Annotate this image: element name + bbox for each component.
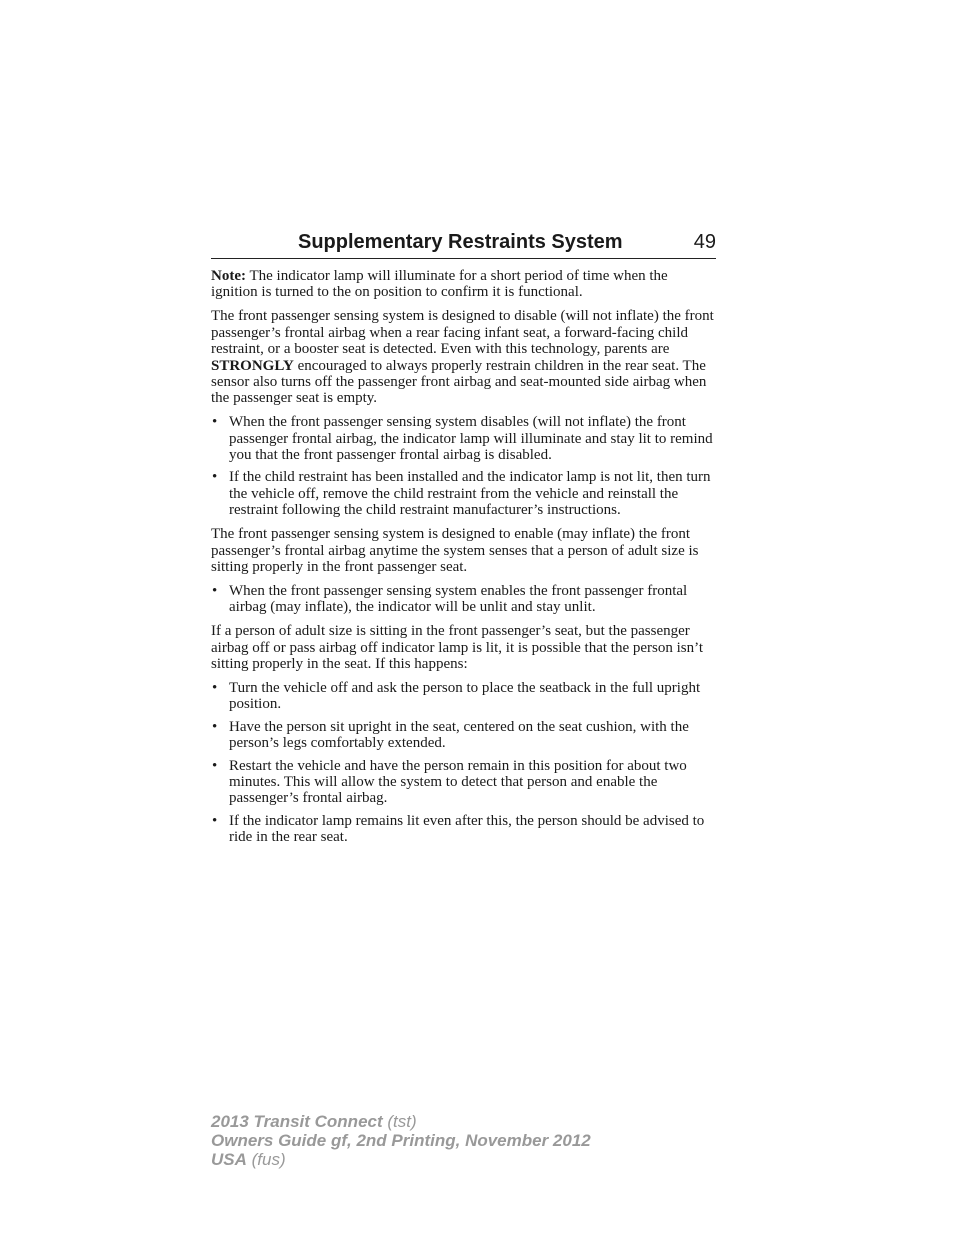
footer-line-model (211, 1112, 811, 1131)
footer-line-guide (211, 1131, 811, 1150)
list-item-text: When the front passenger sensing system disables (will not inflate) the front passenger frontal airbag, the indicator lamp will illuminate and stay lit to remind you that the front passenger frontal airbag is disabled. (229, 414, 713, 464)
footer-guide: Owners Guide gf, 2nd Printing, November 2012 (211, 1131, 591, 1150)
footer-line-market (211, 1150, 811, 1169)
section-title: Supplementary Restraints System (298, 231, 623, 253)
bullet-glyph: • (212, 757, 218, 774)
list-item-text: Have the person sit upright in the seat, centered on the seat cushion, with the person’s legs comfortably extended. (229, 718, 689, 752)
bullet-glyph: • (212, 414, 218, 431)
list-item-text: If the indicator lamp remains lit even after this, the person should be advised to ride in the rear seat. (229, 812, 705, 846)
list-item (211, 719, 716, 752)
list-item (211, 813, 716, 846)
bullet-glyph: • (212, 679, 218, 696)
bullet-glyph: • (212, 582, 218, 599)
list-item (211, 469, 716, 518)
list-item-text: Turn the vehicle off and ask the person to place the seatback in the full upright position. (229, 679, 701, 713)
list-item-text: Restart the vehicle and have the person remain in this position for about two minutes. This will allow the system to detect that person and enable the passenger’s frontal airbag. (229, 757, 687, 807)
disable-paragraph-before: The front passenger sensing system is designed to disable (will not inflate) the front passenger’s frontal airbag when a rear facing infant seat, a forward-facing child restraint, or a booster seat is detected. Even with this technology, parents are (211, 308, 714, 358)
disable-paragraph (211, 308, 716, 406)
note-label: Note: (211, 268, 246, 284)
footer-market: USA (211, 1150, 247, 1169)
list-item (211, 583, 716, 616)
disable-paragraph-after: encouraged to always properly restrain children in the rear seat. The sensor also turns off the passenger front airbag and seat-mounted side airbag when the passenger seat is empty. (211, 357, 707, 407)
footer-model: 2013 Transit Connect (211, 1112, 383, 1131)
page-body (211, 268, 716, 852)
enable-bullet-list (211, 583, 716, 616)
adult-paragraph: If a person of adult size is sitting in the front passenger’s seat, but the passenger airbag off or pass airbag off indicator lamp is lit, it is possible that the person isn’t sitting properly in the seat. If this happens: (211, 623, 703, 673)
bullet-glyph: • (212, 812, 218, 829)
note-paragraph (211, 268, 716, 301)
list-item (211, 758, 716, 807)
enable-paragraph: The front passenger sensing system is designed to enable (may inflate) the front passenger’s frontal airbag anytime the system senses that a person of adult size is sitting properly in the front passenger seat. (211, 526, 699, 575)
adult-bullet-list (211, 680, 716, 846)
page-number: 49 (693, 231, 716, 253)
list-item (211, 680, 716, 713)
footer-market-code: (fus) (246, 1150, 286, 1169)
page-header (211, 228, 716, 259)
note-text: The indicator lamp will illuminate for a short period of time when the ignition is turned to the on position to confirm it is functional. (211, 268, 668, 301)
strongly-emphasis: STRONGLY (211, 357, 294, 374)
list-item-text: When the front passenger sensing system enables the front passenger frontal airbag (may inflate), the indicator will be unlit and stay unlit. (229, 582, 688, 616)
page-footer (211, 1112, 811, 1169)
disable-bullet-list (211, 414, 716, 518)
bullet-glyph: • (212, 718, 218, 735)
bullet-glyph: • (212, 469, 218, 486)
list-item-text: If the child restraint has been installed and the indicator lamp is not lit, then turn the vehicle off, remove the child restraint from the vehicle and reinstall the restraint following the child restraint manufacturer’s instructions. (229, 469, 711, 519)
list-item (211, 414, 716, 463)
footer-model-code: (tst) (382, 1112, 417, 1131)
